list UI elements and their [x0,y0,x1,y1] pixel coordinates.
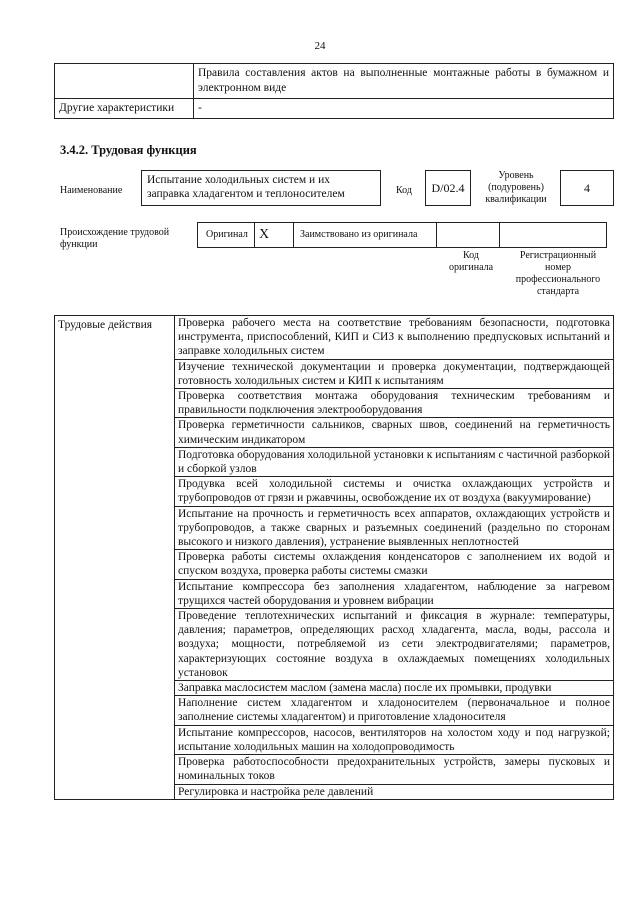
labor-action-item: Проверка рабочего места на соответствие требованиям безопасности, подготовка инструмента, приспособлений, КИП и СИЗ к выполнению предпусковых испытаний и заправке холодильных систем [175,316,614,360]
labor-action-item: Проверка герметичности сальников, сварных швов, соединений на герметичность химическим индикатором [175,418,614,447]
original-mark: X [254,222,294,248]
labor-action-item: Проверка соответствия монтажа оборудования техническим требованиям и правильности подключения электрооборудования [175,389,614,418]
qualification-level: 4 [560,170,614,206]
labor-actions-header: Трудовые действия [55,316,175,800]
function-code: D/02.4 [425,170,471,206]
origin-label: Происхождение трудовой функции [60,227,170,250]
name-label: Наименование [60,185,123,196]
characteristic-value: Правила составления актов на выполненные монтажные работы в бумажном и электронном виде [194,64,614,99]
origin-row [198,222,607,248]
labor-actions-table [54,315,614,800]
original-label: Оригинал [197,222,255,248]
labor-action-item: Испытание на прочность и герметичность всех аппаратов, охлаждающих устройств и трубопроводов, а также сварных и разъемных соединений (раздельно по сторонам высокого и низкого давления), устранение выявленных неплотностей [175,506,614,550]
labor-action-item: Наполнение систем хладагентом и хладоносителем (первоначальное и полное заполнение системы хладагентом) и приготовление хладоносителя [175,696,614,725]
registration-number-cell [499,222,607,248]
origin-code-cell [436,222,500,248]
table-row [55,316,614,360]
code-label: Код [396,185,412,196]
labor-action-item: Проведение теплотехнических испытаний и фиксация в журнале: температуры, давления; параметров, определяющих расход хладагента, масла, воды, рассола и воздуха; мощности, потребляемой из сети электродвигателями; параметров, характеризующих состояние воздуха в охлаждаемых помещениях холодильных установок [175,609,614,681]
function-name: Испытание холодильных систем и их заправка хладагентом и теплоносителем [141,170,381,206]
labor-action-item: Подготовка оборудования холодильной установки к испытаниям с частичной разборкой и сборкой узлов [175,447,614,476]
code-original-caption: Код оригинала [448,250,494,273]
labor-action-item: Заправка маслосистем маслом (замена масла) после их промывки, продувки [175,681,614,696]
empty-cell [55,64,194,99]
labor-action-item: Испытание компрессора без заполнения хладагентом, наблюдение за нагревом трущихся частей оборудования и уровнем вибрации [175,579,614,608]
labor-action-item: Испытание компрессоров, насосов, вентиляторов на холостом ходу и под нагрузкой; испытание холодильных машин на холодопроводимость [175,725,614,754]
section-title: 3.4.2. Трудовая функция [60,143,197,157]
characteristics-table [54,63,614,119]
other-characteristics-value: - [194,99,614,119]
labor-action-item: Проверка работы системы охлаждения конденсаторов с заполнением их водой и спуском воздуха, проверка работы системы смазки [175,550,614,579]
labor-action-item: Продувка всей холодильной системы и очистка охлаждающих устройств и трубопроводов от грязи и ржавчины, освобождение их от воздуха (вакуумирование) [175,477,614,506]
other-characteristics-label: Другие характеристики [55,99,194,119]
qualification-level-label: Уровень (подуровень) квалификации [485,170,547,205]
labor-action-item: Проверка работоспособности предохранительных устройств, замеры пусковых и номинальных токов [175,755,614,784]
labor-action-item: Регулировка и настройка реле давлений [175,784,614,799]
registration-number-caption: Регистрационный номер профессионального стандарта [515,250,601,297]
page-number: 24 [314,40,326,52]
labor-action-item: Изучение технической документации и проверка документации, подтверждающей готовность холодильных систем и КИП к испытаниям [175,359,614,388]
borrowed-label: Заимствовано из оригинала [293,222,437,248]
